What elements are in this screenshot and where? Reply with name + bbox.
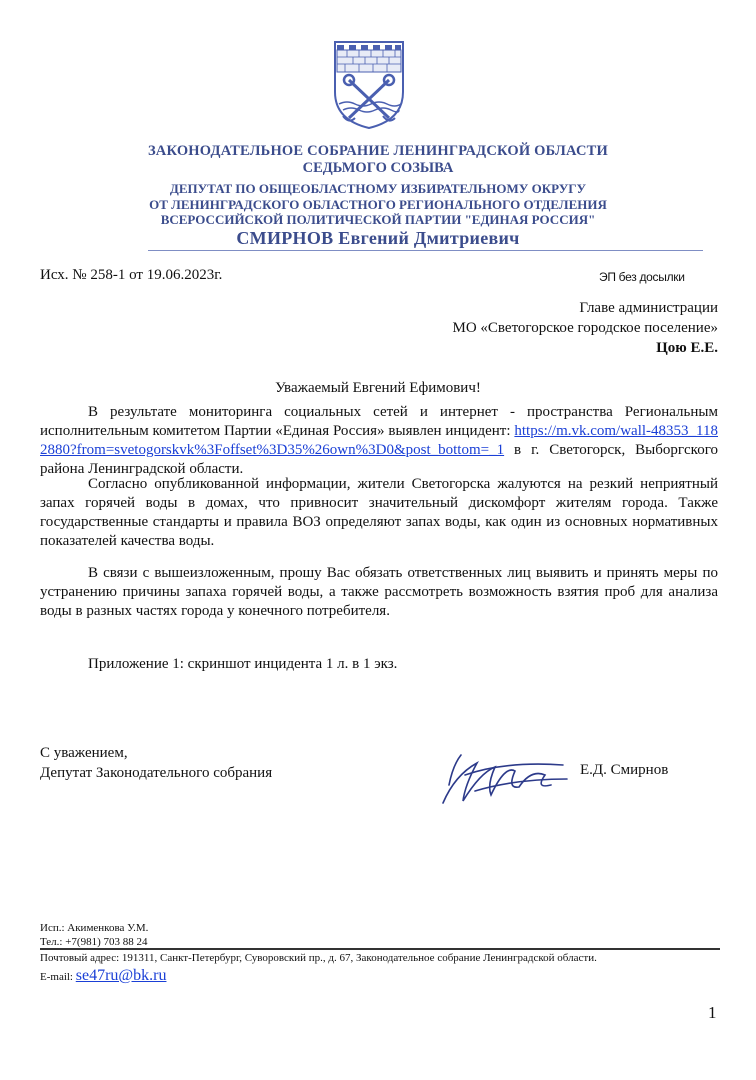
header-divider	[148, 250, 703, 251]
outgoing-number: Исх. № 258-1 от 19.06.2023г.	[40, 267, 223, 283]
paragraph-1-start: В результате мониторинга социальных сетей и интернет - пространства Региональным исполнительным комитетом Партии «Единая Россия» выявлен инцидент:	[40, 404, 718, 439]
header-line-1: ЗАКОНОДАТЕЛЬНОЕ СОБРАНИЕ ЛЕНИНГРАДСКОЙ ОБЛАСТИ	[147, 143, 609, 159]
paragraph-3: В связи с вышеизложенным, прошу Вас обязать ответственных лиц выявить и принять меры по устранению причины запаха горячей воды, а также рассмотреть возможность взятия проб для анализа воды в разных частях города у конечного потребителя.	[40, 565, 718, 619]
addressee-block	[453, 298, 719, 358]
header-deputy-block	[0, 181, 756, 228]
delivery-stamp: ЭП без досылки	[599, 270, 685, 284]
header-line-2: СЕДЬМОГО СОЗЫВА	[302, 160, 454, 176]
closing-line-1: С уважением,	[40, 745, 128, 761]
paragraph-2: Согласно опубликованной информации, жители Светогорска жалуются на резкий неприятный запах горячей воды в домах, что привносит значительный дискомфорт жителям города. Также государственные стандарты и правила ВОЗ определяют запах воды, как один из основных нормативных показателей качества воды.	[40, 476, 718, 549]
email-link[interactable]: se47ru@bk.ru	[75, 967, 167, 984]
greeting: Уважаемый Евгений Ефимович!	[275, 380, 481, 396]
header-line-4: ОТ ЛЕНИНГРАДСКОГО ОБЛАСТНОГО РЕГИОНАЛЬНОГО ОТДЕЛЕНИЯ	[149, 196, 607, 212]
email-label: E-mail:	[40, 971, 76, 983]
signer-name: Е.Д. Смирнов	[580, 762, 669, 778]
closing-block	[40, 743, 272, 783]
postal-address: Почтовый адрес: 191311, Санкт-Петербург, Суворовский пр., д. 67, Законодательное собрание Ленинградской области.	[40, 952, 597, 964]
attachment-note: Приложение 1: скриншот инцидента 1 л. в 1 экз.	[88, 656, 398, 672]
closing-line-2: Депутат Законодательного собрания	[40, 765, 273, 781]
paragraph-1	[40, 403, 718, 479]
executor-phone: Тел.: +7(981) 703 88 24	[40, 936, 148, 948]
header-line-3: ДЕПУТАТ ПО ОБЩЕОБЛАСТНОМУ ИЗБИРАТЕЛЬНОМУ ОКРУГУ	[169, 181, 587, 196]
signature-icon	[435, 745, 575, 810]
page-number: 1	[708, 1003, 717, 1022]
addressee-name: Цою Е.Е.	[656, 340, 718, 356]
header-line-5: ВСЕРОССИЙСКОЙ ПОЛИТИЧЕСКОЙ ПАРТИИ "ЕДИНАЯ РОССИЯ"	[160, 212, 596, 227]
addressee-line-2: МО «Светогорское городское поселение»	[452, 320, 718, 336]
paragraph-1-end: в г. Светогорск, Выборгского района Ленинградской области.	[40, 442, 718, 477]
executor-name: Исп.: Акименкова У.М.	[40, 922, 149, 934]
coat-of-arms-icon	[333, 40, 405, 130]
email-line	[40, 967, 166, 985]
footer-divider	[40, 948, 720, 950]
deputy-name: СМИРНОВ Евгений Дмитриевич	[236, 228, 520, 248]
executor-block	[40, 921, 148, 949]
incident-link[interactable]: https://m.vk.com/wall-48353_1182880?from=svetogorskvk%3Foffset%3D35%26own%3D0&post_bottom=_1	[40, 423, 718, 458]
addressee-line-1: Главе администрации	[579, 300, 718, 316]
